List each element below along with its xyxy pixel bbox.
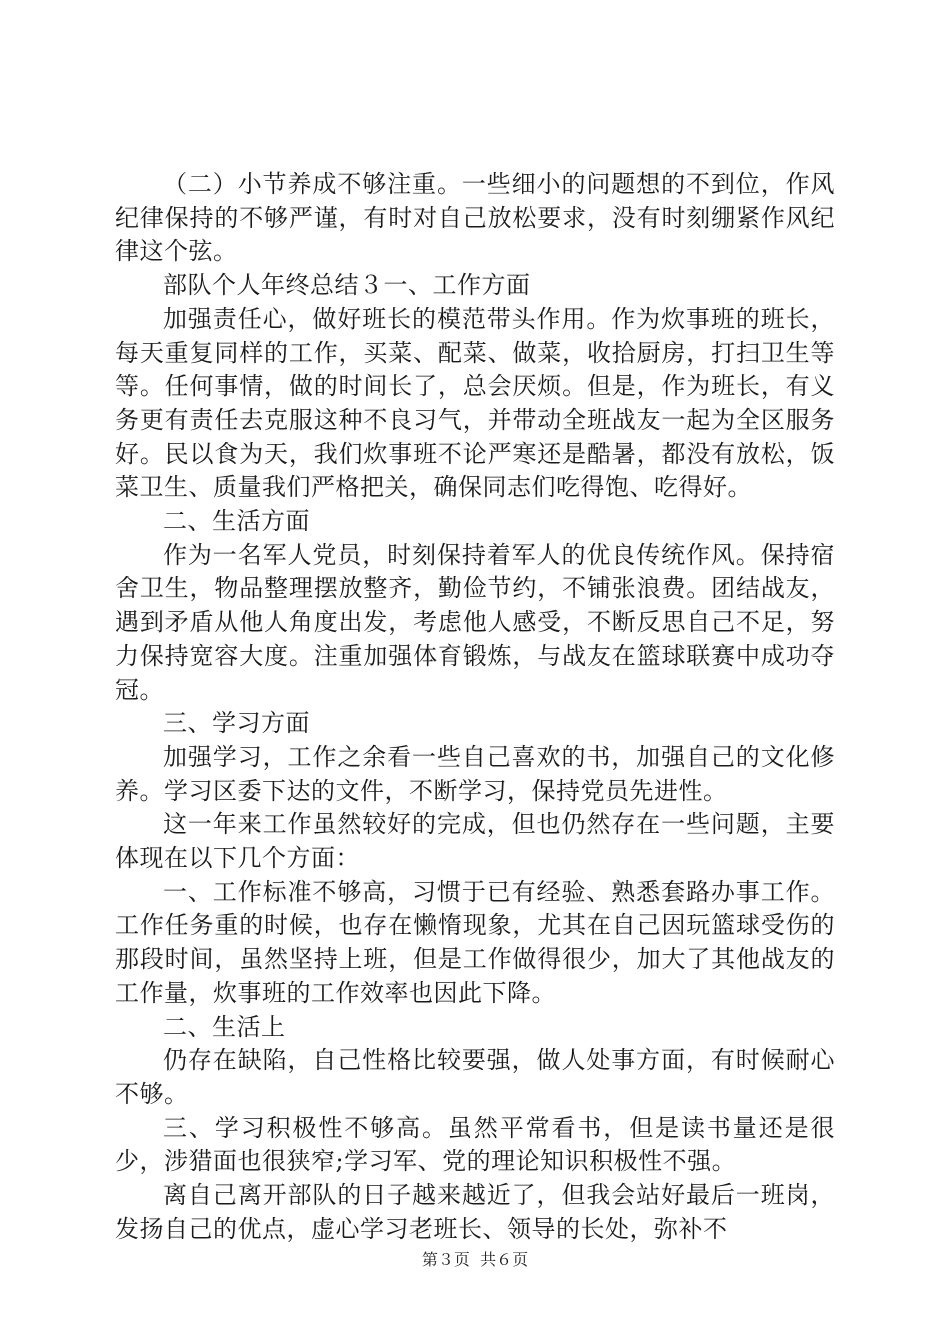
heading-problem-2: 二、生活上 [163,1012,286,1041]
section-title: 部队个人年终总结３一、工作方面 [163,271,531,300]
paragraph-problem-1: 一、工作标准不够高，习惯于已有经验、熟悉套路办事工作。工作任务重的时候，也存在懒惰现象，尤其在自己因玩篮球受伤的那段时间，虽然坚持上班，但是工作做得很少，加大了其他战友的工作量，炊事班的工作效率也因此下降。 [115,877,835,1007]
page-footer [0,1247,950,1270]
paragraph-life: 作为一名军人党员，时刻保持着军人的优良传统作风。保持宿舍卫生，物品整理摆放整齐，勤俭节约，不铺张浪费。团结战友，遇到矛盾从他人角度出发，考虑他人感受，不断反思自己不足，努力保持宽容大度。注重加强体育锻炼，与战友在篮球联赛中成功夺冠。 [115,540,835,704]
paragraph-problem-2: 仍存在缺陷，自己性格比较要强，做人处事方面，有时候耐心不够。 [115,1046,835,1108]
page-total: 共６页 [480,1250,529,1269]
paragraph-problems-intro: 这一年来工作虽然较好的完成，但也仍然存在一些问题，主要体现在以下几个方面： [115,810,835,873]
heading-study: 三、学习方面 [163,709,310,738]
paragraph-work: 加强责任心，做好班长的模范带头作用。作为炊事班的班长，每天重复同样的工作，买菜、配菜、做菜，收拾厨房，打扫卫生等等。任何事情，做的时间长了，总会厌烦。但是，作为班长，有义务更有责任去克服这种不良习气，并带动全班战友一起为全区服务好。民以食为天，我们炊事班不论严寒还是酷暑，都没有放松，饭菜卫生、质量我们严格把关，确保同志们吃得饱、吃得好。 [115,304,835,502]
paragraph-problem-3: 三、学习积极性不够高。虽然平常看书，但是读书量还是很少，涉猎面也很狭窄;学习军、党的理论知识积极性不强。 [115,1113,835,1176]
document-body [115,168,835,1247]
heading-life: 二、生活方面 [163,507,310,536]
page-number: 第３页 [421,1250,470,1269]
paragraph-closing: 离自己离开部队的日子越来越近了，但我会站好最后一班岗，发扬自己的优点，虚心学习老班长、领导的长处，弥补不 [115,1181,835,1243]
paragraph-1: （二）小节养成不够注重。一些细小的问题想的不到位，作风纪律保持的不够严谨，有时对自己放松要求，没有时刻绷紧作风纪律这个弦。 [115,170,835,266]
paragraph-study: 加强学习，工作之余看一些自己喜欢的书，加强自己的文化修养。学习区委下达的文件，不断学习，保持党员先进性。 [115,742,835,805]
